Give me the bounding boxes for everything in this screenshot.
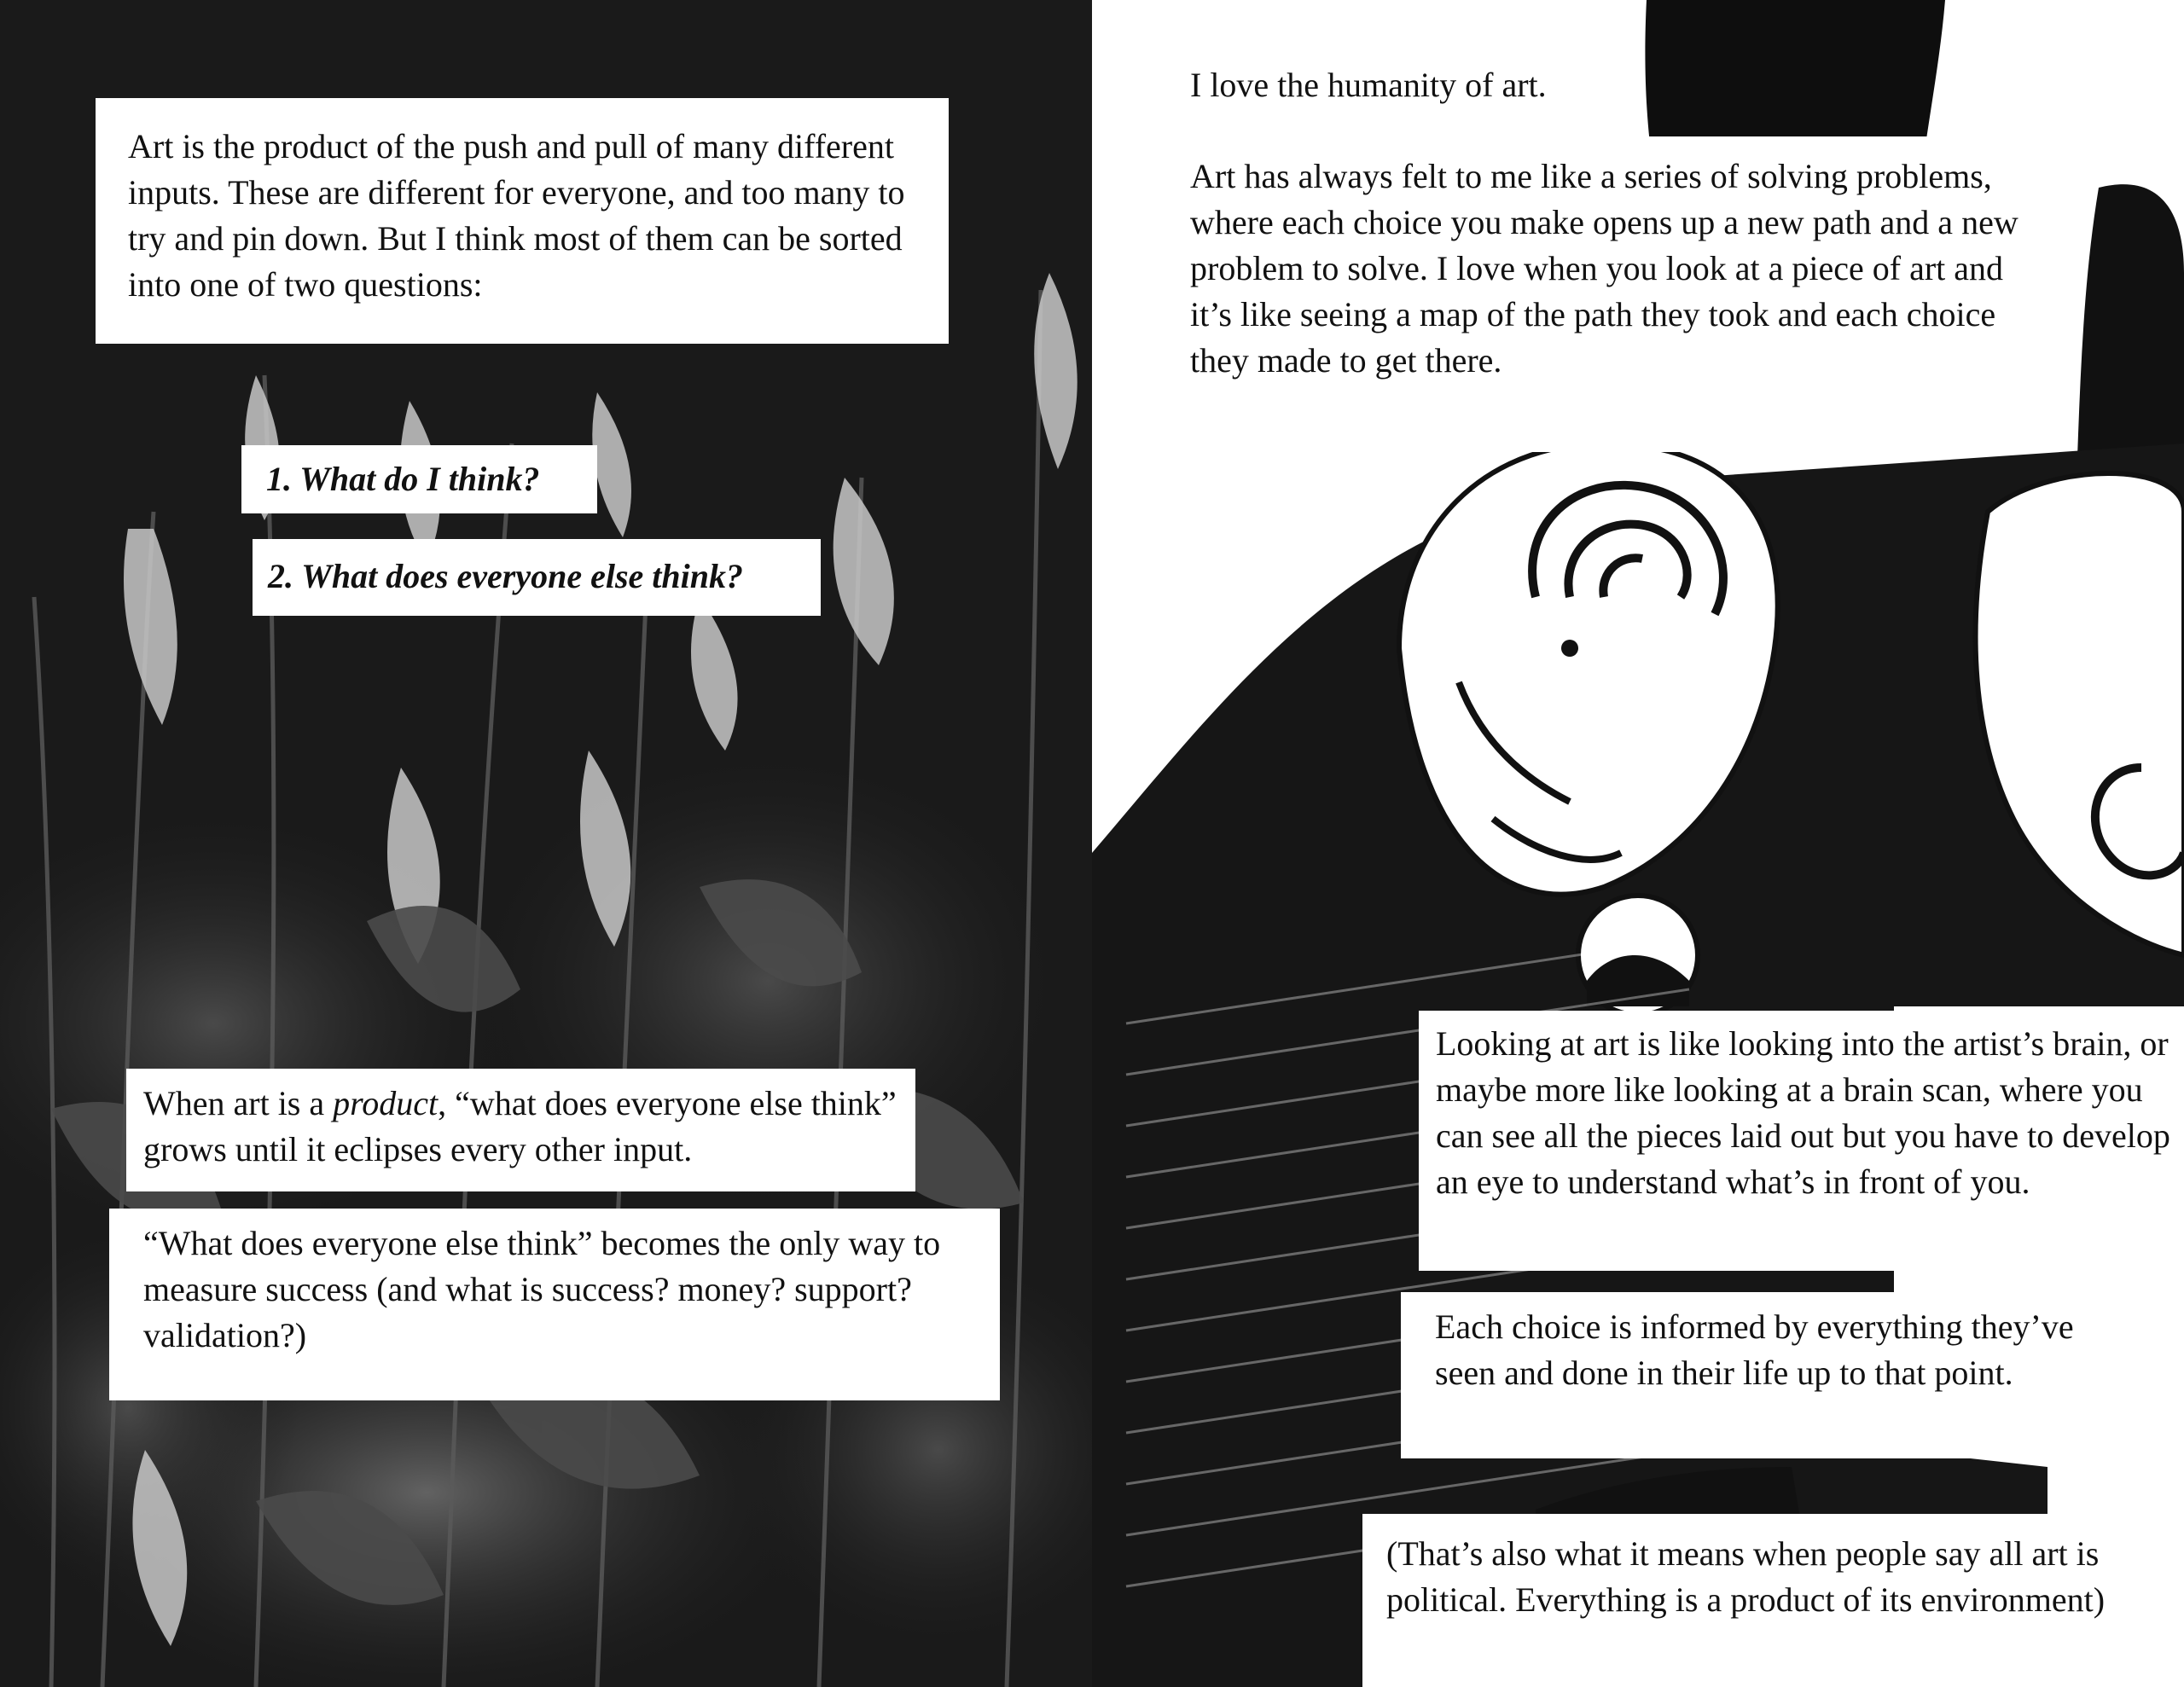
- product-paragraph-box: [126, 1069, 915, 1191]
- right-page: [1092, 0, 2184, 1687]
- choice-box: [1401, 1292, 2126, 1458]
- political-box: [1362, 1514, 2184, 1687]
- choice-paragraph: Each choice is informed by everything they’ve seen and done in their life up to that point.: [1435, 1307, 2074, 1392]
- product-paragraph: When art is a product, “what does everyone else think” grows until it eclipses every other input.: [143, 1084, 897, 1168]
- question-two: 2. What does everyone else think?: [268, 557, 744, 595]
- brain-paragraph: Looking at art is like looking into the artist’s brain, or maybe more like looking at a brain scan, where you can see all the pieces laid out but you have to develop an eye to understand what’s in front of you.: [1436, 1024, 2170, 1201]
- question-one-box: [241, 445, 597, 513]
- success-paragraph: “What does everyone else think” becomes the only way to measure success (and what is success? money? support? validation?): [143, 1224, 941, 1354]
- solving-box: [1182, 136, 2035, 452]
- humanity-box: [1182, 55, 1591, 119]
- question-one: 1. What do I think?: [266, 460, 540, 498]
- brain-box: [1419, 1011, 2184, 1271]
- intro-paragraph-box: [96, 98, 949, 344]
- success-paragraph-box: [109, 1209, 1000, 1400]
- solving-paragraph: Art has always felt to me like a series of solving problems, where each choice you make opens up a new path and a new problem to solve. I love when you look at a piece of art and it’s like seeing a map of the path they took and each choice they made to get there.: [1190, 157, 2018, 380]
- intro-paragraph: Art is the product of the push and pull of many different inputs. These are different for everyone, and too many to try and pin down. But I think most of them can be sorted into one of two questions:: [128, 127, 905, 304]
- question-two-box: [253, 539, 821, 616]
- political-paragraph: (That’s also what it means when people say all art is political. Everything is a product of its environment): [1386, 1534, 2106, 1619]
- product-emphasis: product: [333, 1084, 439, 1122]
- humanity-paragraph: I love the humanity of art.: [1190, 66, 1547, 104]
